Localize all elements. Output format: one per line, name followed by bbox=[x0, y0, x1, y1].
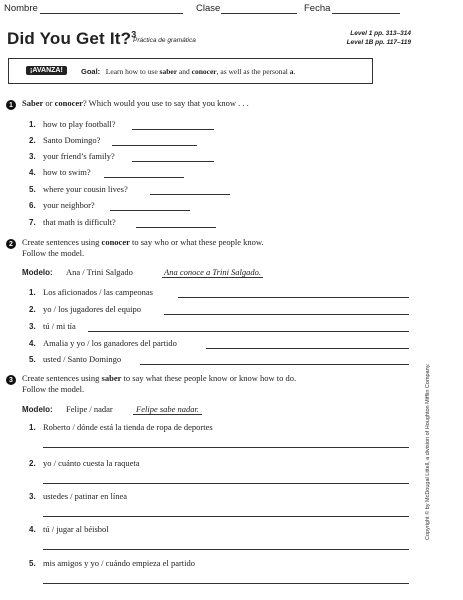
item-text: where your cousin lives? bbox=[43, 184, 128, 194]
page-subtitle: Práctica de gramática bbox=[133, 37, 196, 44]
item-number: 5. bbox=[29, 559, 36, 568]
item-number: 4. bbox=[29, 339, 36, 348]
item-text: yo / cuánto cuesta la raqueta bbox=[43, 458, 140, 468]
answer-blank[interactable] bbox=[132, 129, 214, 130]
answer-line[interactable] bbox=[43, 549, 409, 550]
item-number: 3. bbox=[29, 152, 36, 161]
item-number: 5. bbox=[29, 355, 36, 364]
list-item bbox=[0, 354, 463, 366]
list-item bbox=[0, 491, 463, 519]
list-item bbox=[0, 304, 463, 316]
item-text: Santo Domingo? bbox=[43, 135, 101, 145]
goal-box bbox=[8, 58, 373, 84]
section2-bullet: 2 bbox=[6, 239, 16, 249]
item-text: how to play football? bbox=[43, 119, 116, 129]
item-text: Roberto / dónde está la tienda de ropa de deportes bbox=[43, 422, 213, 432]
answer-blank[interactable] bbox=[164, 314, 409, 315]
item-number: 3. bbox=[29, 492, 36, 501]
section3-model-answer: Felipe sabe nadar. bbox=[133, 404, 202, 415]
list-item bbox=[0, 321, 463, 333]
answer-blank[interactable] bbox=[88, 331, 409, 332]
list-item bbox=[0, 119, 463, 131]
avanza-badge: ¡AVANZA! bbox=[26, 66, 67, 75]
page-title bbox=[7, 29, 136, 49]
item-text: your neighbor? bbox=[43, 200, 95, 210]
list-item bbox=[0, 458, 463, 486]
item-number: 3. bbox=[29, 322, 36, 331]
item-number: 4. bbox=[29, 525, 36, 534]
item-number: 2. bbox=[29, 136, 36, 145]
item-text: ustedes / patinar en línea bbox=[43, 491, 128, 501]
answer-blank[interactable] bbox=[112, 145, 197, 146]
copyright-notice: Copyright © by McDougal Littell, a division of Houghton Mifflin Company. bbox=[425, 363, 431, 540]
clase-label: Clase bbox=[196, 3, 221, 14]
level-1b: Level 1B pp. 117–119 bbox=[346, 38, 411, 46]
item-number: 2. bbox=[29, 305, 36, 314]
nombre-blank[interactable] bbox=[40, 13, 183, 14]
answer-line[interactable] bbox=[43, 583, 409, 584]
list-item bbox=[0, 151, 463, 163]
section2-model-label: Modelo: bbox=[22, 268, 53, 277]
title-sup: 3 bbox=[131, 29, 137, 40]
section1-bullet: 1 bbox=[6, 100, 16, 110]
item-text: how to swim? bbox=[43, 167, 91, 177]
item-number: 7. bbox=[29, 218, 36, 227]
list-item bbox=[0, 422, 463, 450]
level-1: Level 1 pp. 313–314 bbox=[350, 30, 411, 37]
level-refs bbox=[323, 30, 411, 47]
nombre-label: Nombre bbox=[4, 3, 38, 14]
fecha-label: Fecha bbox=[304, 3, 331, 14]
answer-blank[interactable] bbox=[140, 364, 409, 365]
section2-instructions: Create sentences using conocer to say who or what these people know. Follow the model. bbox=[22, 237, 264, 258]
list-item bbox=[0, 200, 463, 212]
list-item bbox=[0, 338, 463, 350]
list-item bbox=[0, 217, 463, 229]
item-number: 1. bbox=[29, 288, 36, 297]
section3-instructions: Create sentences using saber to say what these people know or know how to do. Follow the model. bbox=[22, 373, 297, 394]
item-text: your friend’s family? bbox=[43, 151, 115, 161]
section3-bullet: 3 bbox=[6, 375, 16, 385]
section1-instructions: Saber or conocer? Which would you use to say that you know . . . bbox=[22, 98, 249, 108]
item-text: tú / mi tía bbox=[43, 321, 76, 331]
title-text: Did You Get It? bbox=[7, 29, 132, 48]
list-item bbox=[0, 184, 463, 196]
item-number: 1. bbox=[29, 120, 36, 129]
item-text: yo / los jugadores del equipo bbox=[43, 304, 141, 314]
answer-line[interactable] bbox=[43, 483, 409, 484]
item-number: 5. bbox=[29, 185, 36, 194]
list-item bbox=[0, 558, 463, 586]
goal-label: Goal: bbox=[81, 67, 101, 76]
answer-blank[interactable] bbox=[178, 297, 409, 298]
list-item bbox=[0, 167, 463, 179]
section2-model-prompt: Ana / Trini Salgado bbox=[66, 267, 133, 277]
section2-model-answer: Ana conoce a Trini Salgado. bbox=[164, 267, 262, 277]
list-item bbox=[0, 524, 463, 552]
fecha-blank[interactable] bbox=[332, 13, 400, 14]
answer-blank[interactable] bbox=[206, 348, 409, 349]
answer-line[interactable] bbox=[43, 516, 409, 517]
item-text: Los aficionados / las campeonas bbox=[43, 287, 153, 297]
list-item bbox=[0, 135, 463, 147]
answer-blank[interactable] bbox=[132, 161, 214, 162]
answer-blank[interactable] bbox=[104, 177, 184, 178]
item-number: 1. bbox=[29, 423, 36, 432]
list-item bbox=[0, 287, 463, 299]
answer-blank[interactable] bbox=[150, 194, 230, 195]
goal-text: Goal: Learn how to use saber and conocer, as well as the personal a. bbox=[81, 67, 296, 76]
answer-blank[interactable] bbox=[136, 227, 216, 228]
item-number: 4. bbox=[29, 168, 36, 177]
item-text: Amalia y yo / los ganadores del partido bbox=[43, 338, 177, 348]
item-text: tú / jugar al béisbol bbox=[43, 524, 109, 534]
clase-blank[interactable] bbox=[221, 13, 297, 14]
item-number: 6. bbox=[29, 201, 36, 210]
item-number: 2. bbox=[29, 459, 36, 468]
answer-line[interactable] bbox=[43, 447, 409, 448]
item-text: that math is difficult? bbox=[43, 217, 116, 227]
section3-model-label: Modelo: bbox=[22, 405, 53, 414]
item-text: usted / Santo Domingo bbox=[43, 354, 122, 364]
section3-model-prompt: Felipe / nadar bbox=[66, 404, 113, 414]
item-text: mis amigos y yo / cuándo empieza el partido bbox=[43, 558, 196, 568]
answer-blank[interactable] bbox=[110, 210, 190, 211]
